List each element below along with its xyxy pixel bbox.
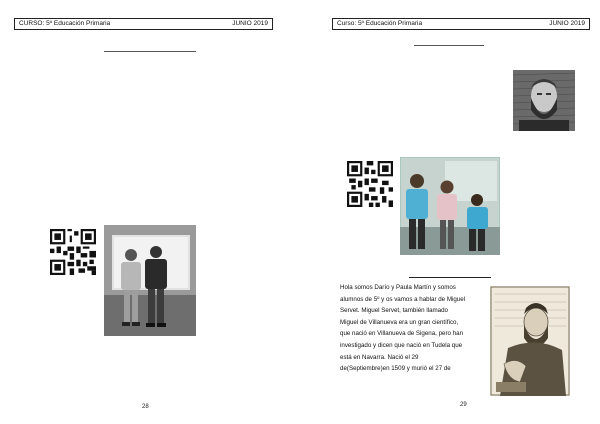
servet-engraving bbox=[490, 286, 570, 396]
right-title-rule-bottom bbox=[409, 277, 491, 278]
right-header-date: JUNIO 2019 bbox=[549, 20, 585, 27]
left-header-date: JUNIO 2019 bbox=[232, 20, 268, 27]
paragraph-line: Servet. Miguel Servet, también llamado bbox=[340, 307, 448, 315]
right-title-rule-top bbox=[414, 45, 484, 46]
paragraph-line: está en Navarra. Nació el 29 bbox=[340, 353, 419, 361]
paragraph-line: Hola somos Darío y Paula Martín y somos bbox=[340, 284, 456, 291]
students-photo bbox=[104, 225, 196, 336]
paragraph-line: Miguel de Villanueva era un gran científico, bbox=[340, 318, 459, 326]
qr-code-icon bbox=[50, 229, 96, 275]
paragraph-line: de(Septiembre)en 1509 y murió el 27 de bbox=[340, 365, 451, 373]
right-page-number: 29 bbox=[460, 402, 467, 408]
right-header-course: Curso: 5º Educación Primaria bbox=[337, 20, 423, 27]
three-students-photo bbox=[400, 157, 500, 255]
servet-intro-paragraph bbox=[340, 282, 488, 375]
left-page-header bbox=[14, 18, 273, 30]
servet-portrait-engraving bbox=[513, 70, 575, 131]
paragraph-line: alumnos de 5º y os vamos a hablar de Miguel bbox=[340, 295, 466, 303]
paragraph-line: investigado y dicen que nació en Tudela que bbox=[340, 341, 463, 349]
paragraph-line: que nació en Villanueva de Sigena, pero han bbox=[340, 330, 464, 338]
left-header-course: CURSO: 5º Educación Primaria bbox=[19, 20, 111, 27]
left-page-number: 28 bbox=[142, 404, 149, 410]
right-page-header bbox=[332, 18, 590, 30]
qr-code-icon bbox=[347, 161, 393, 207]
left-title-rule bbox=[104, 51, 196, 52]
